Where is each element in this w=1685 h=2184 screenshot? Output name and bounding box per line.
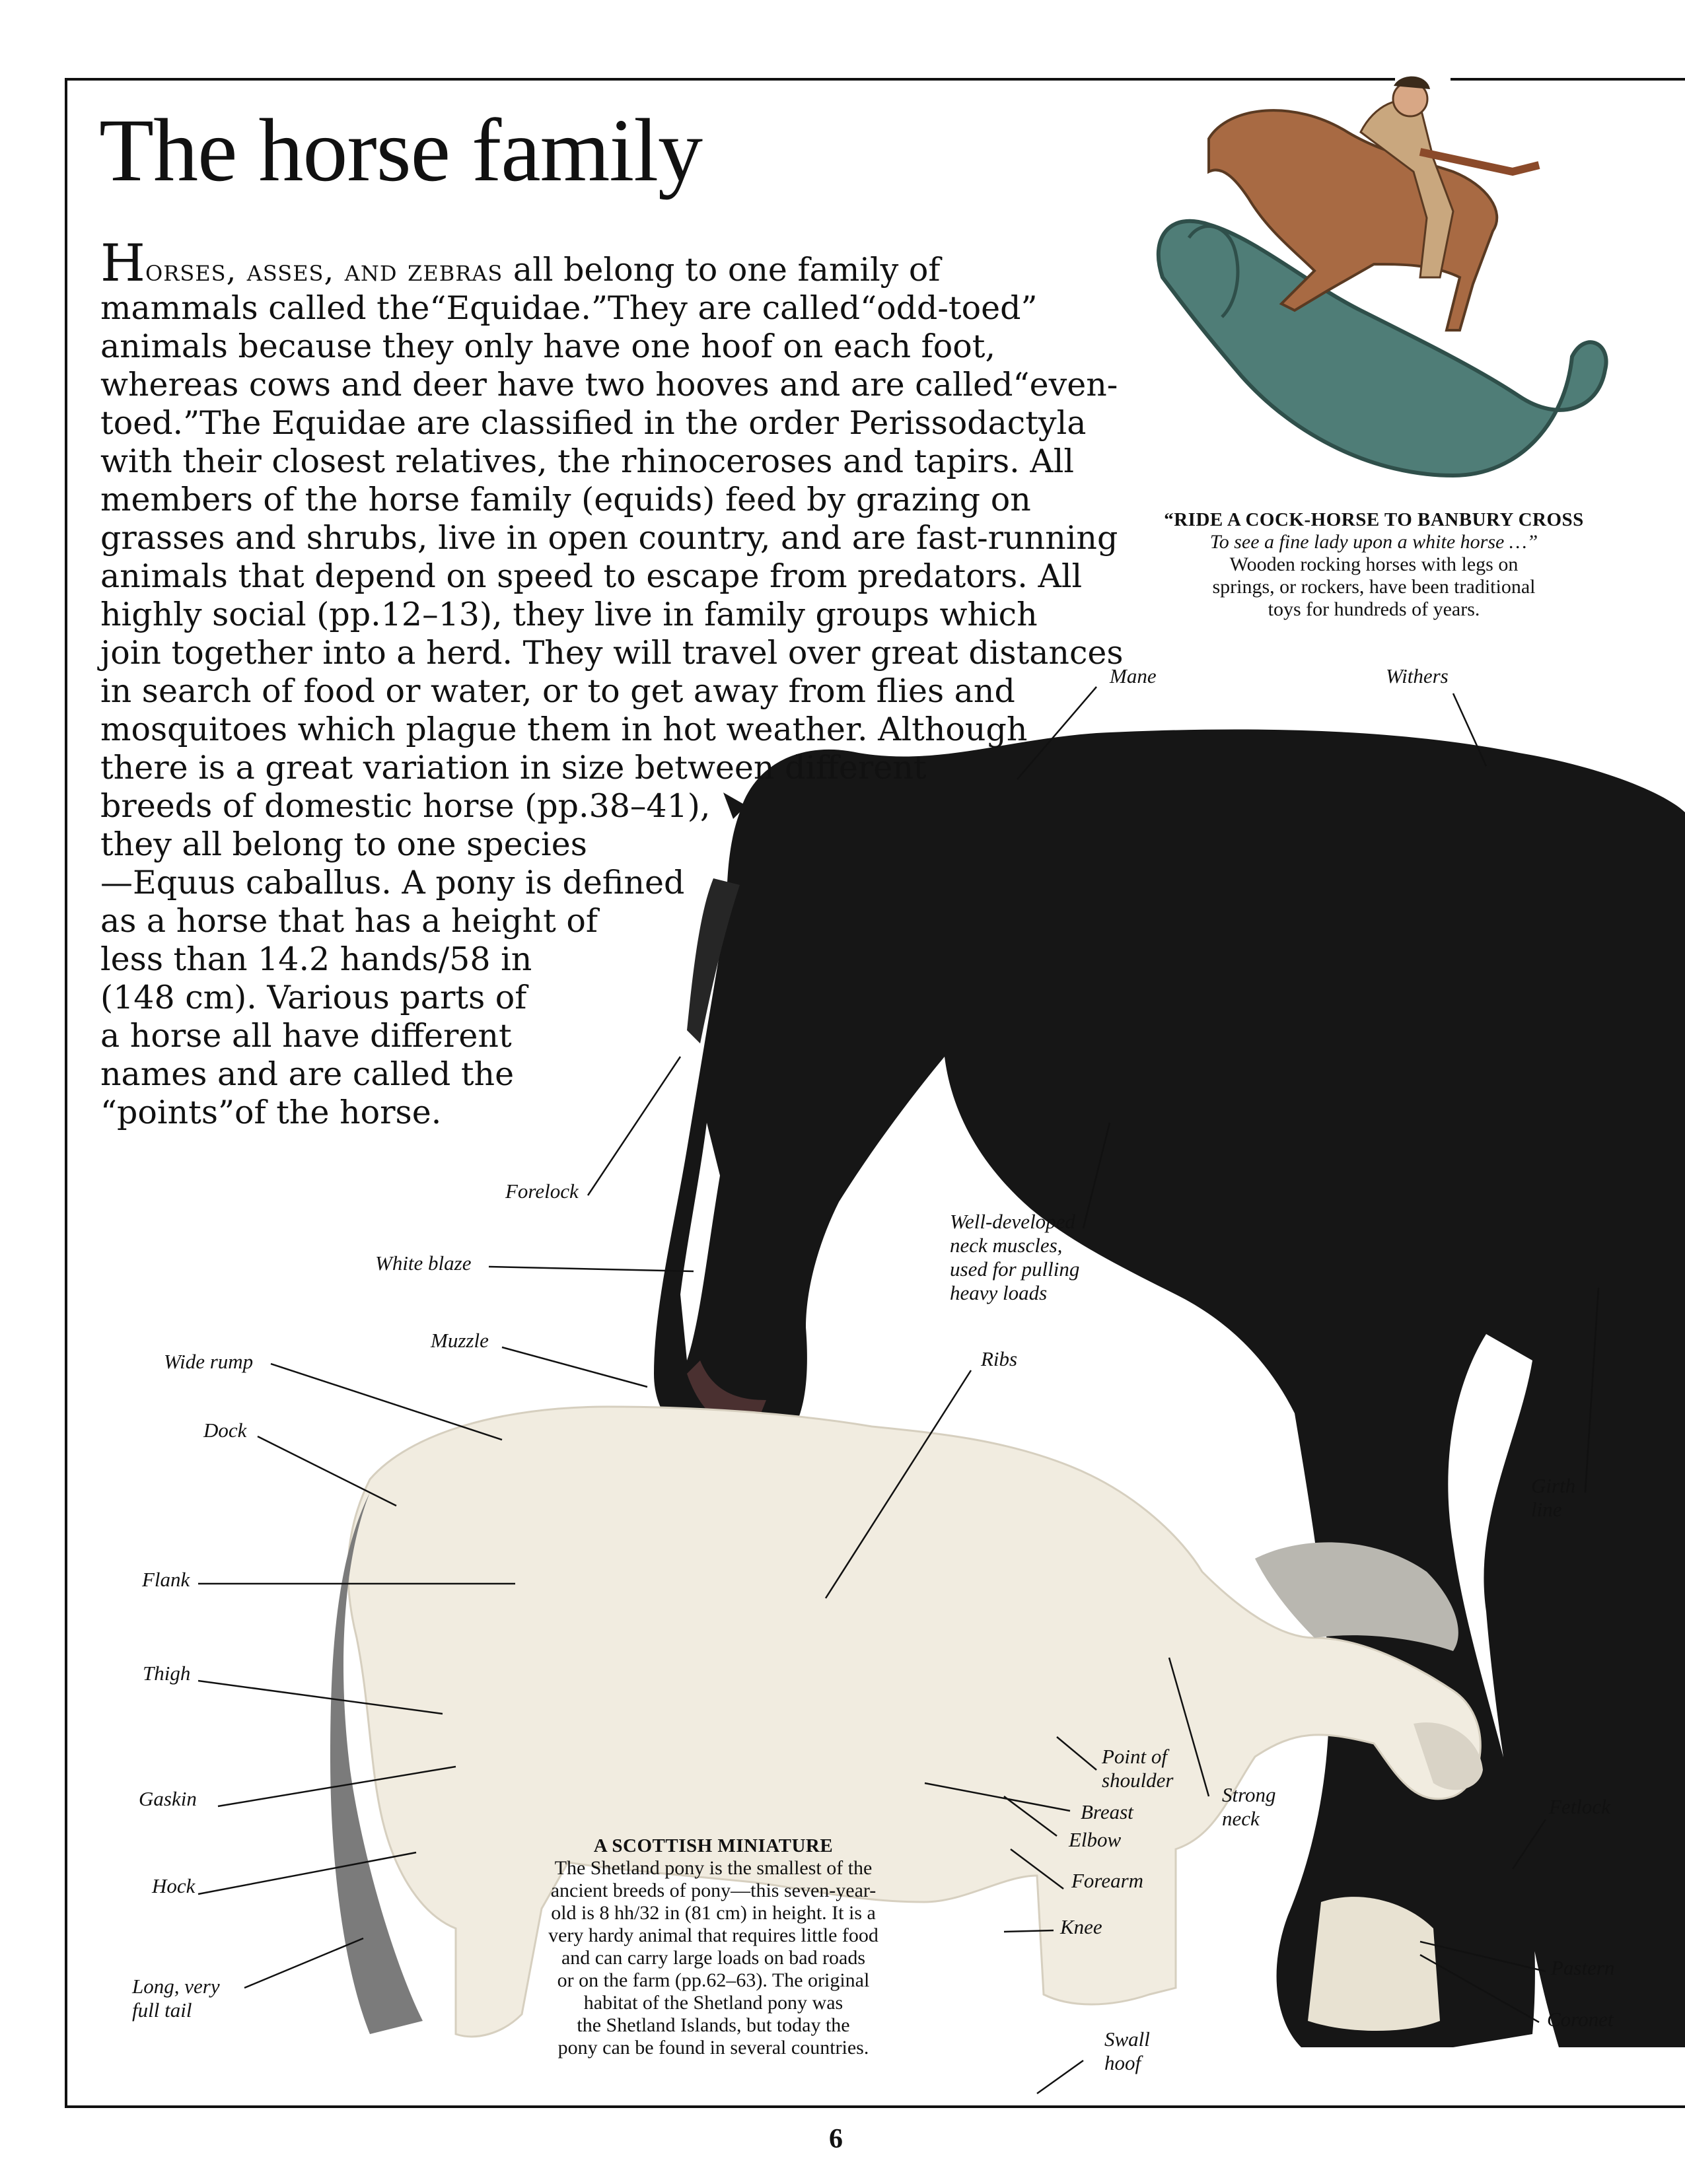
caption-line: very hardy animal that requires little food <box>548 1924 878 1946</box>
rocking-horse-caption <box>1129 509 1618 621</box>
label-girth-line: Girth line <box>1531 1474 1576 1521</box>
label-muzzle: Muzzle <box>431 1329 489 1352</box>
label-ribs: Ribs <box>981 1347 1018 1370</box>
intro-line: less than 14.2 hands/58 in <box>100 940 532 978</box>
caption-line: and can carry large loads on bad roads <box>561 1947 866 1969</box>
shetland-caption <box>462 1835 964 2059</box>
intro-line: there is a great variation in size between different <box>100 749 927 787</box>
caption-line: pony can be found in several countries. <box>557 2037 869 2059</box>
label-hock: Hock <box>152 1874 196 1897</box>
caption-line: ancient breeds of pony—this seven-year- <box>550 1880 877 1901</box>
caption-line: habitat of the Shetland pony was <box>583 1992 843 2014</box>
intro-line: animals that depend on speed to escape from predators. All <box>100 557 1083 595</box>
label-neck-muscles: Well-developed neck muscles, used for pulling heavy loads <box>950 1210 1080 1304</box>
caption-title: “RIDE A COCK-HORSE TO BANBURY CROSS <box>1164 509 1584 530</box>
label-withers: Withers <box>1386 664 1449 687</box>
caption-line: springs, or rockers, have been traditional <box>1212 576 1536 598</box>
label-coronet: Coronet <box>1547 2008 1614 2031</box>
intro-line: in search of food or water, or to get away from flies and <box>100 672 1015 710</box>
label-gaskin: Gaskin <box>139 1787 197 1810</box>
intro-line: mammals called the“Equidae.”They are called“odd-toed” <box>100 289 1038 327</box>
label-small-hoof: Swall hoof <box>1104 2027 1150 2074</box>
intro-line: names and are called the <box>100 1055 515 1093</box>
intro-line: mosquitoes which plague them in hot weather. Although <box>100 711 1028 748</box>
label-breast: Breast <box>1081 1800 1133 1823</box>
page-number: 6 <box>829 2124 843 2154</box>
label-knee: Knee <box>1060 1915 1102 1938</box>
label-forearm: Forearm <box>1071 1869 1144 1892</box>
intro-line: breeds of domestic horse (pp.38–41), <box>100 787 711 825</box>
caption-line: the Shetland Islands, but today the <box>577 2014 850 2036</box>
caption-line: or on the farm (pp.62–63). The original <box>557 1969 870 1991</box>
caption-title: A SCOTTISH MINIATURE <box>593 1835 834 1856</box>
label-long-tail: Long, very full tail <box>132 1975 220 2022</box>
label-elbow: Elbow <box>1069 1828 1122 1851</box>
intro-line: —Equus caballus. A pony is defined <box>100 864 685 901</box>
label-fetlock: Fetlock <box>1549 1795 1610 1818</box>
intro-line: animals because they only have one hoof on each foot, <box>100 328 996 365</box>
page-title: The horse family <box>99 101 703 200</box>
intro-line: whereas cows and deer have two hooves and are called“even- <box>100 366 1118 404</box>
intro-line: with their closest relatives, the rhinoceroses and tapirs. All <box>100 442 1075 480</box>
label-wide-rump: Wide rump <box>164 1350 254 1373</box>
label-flank: Flank <box>142 1568 190 1591</box>
label-strong-neck: Strong neck <box>1222 1783 1276 1830</box>
label-white-blaze: White blaze <box>375 1251 472 1275</box>
intro-line: a horse all have different <box>100 1017 512 1055</box>
caption-line: Wooden rocking horses with legs on <box>1229 553 1519 575</box>
label-thigh: Thigh <box>143 1662 191 1685</box>
intro-line: join together into a herd. They will travel over great distances <box>100 634 1124 672</box>
caption-line: old is 8 hh/32 in (81 cm) in height. It is a <box>551 1902 876 1924</box>
label-forelock: Forelock <box>505 1180 579 1203</box>
caption-line: The Shetland pony is the smallest of the <box>554 1857 873 1879</box>
intro-line: highly social (pp.12–13), they live in family groups which <box>100 596 1038 633</box>
rocking-horse-image <box>1159 77 1606 476</box>
label-pastern: Pastern <box>1551 1956 1615 1979</box>
intro-paragraph <box>100 234 1124 1132</box>
label-point-of-shoulder: Point of shoulder <box>1102 1745 1174 1792</box>
label-dock: Dock <box>203 1419 247 1442</box>
intro-line: as a horse that has a height of <box>100 902 598 940</box>
intro-line-1: Horses, asses, and zebras all belong to one family of <box>100 234 941 293</box>
intro-line: “points”of the horse. <box>100 1094 442 1131</box>
lead-small-caps: orses, asses, and zebras <box>145 252 503 288</box>
caption-quote: To see a fine lady upon a white horse …” <box>1209 531 1538 553</box>
intro-line: (148 cm). Various parts of <box>100 979 527 1016</box>
label-mane: Mane <box>1110 664 1157 687</box>
intro-line: members of the horse family (equids) feed by grazing on <box>100 481 1031 518</box>
intro-line: toed.”The Equidae are classified in the order Perissodactyla <box>100 404 1087 442</box>
drop-cap: H <box>100 234 146 293</box>
caption-line: toys for hundreds of years. <box>1268 598 1480 620</box>
intro-line: grasses and shrubs, live in open country, and are fast-running <box>100 519 1118 557</box>
intro-line: they all belong to one species <box>100 826 587 863</box>
